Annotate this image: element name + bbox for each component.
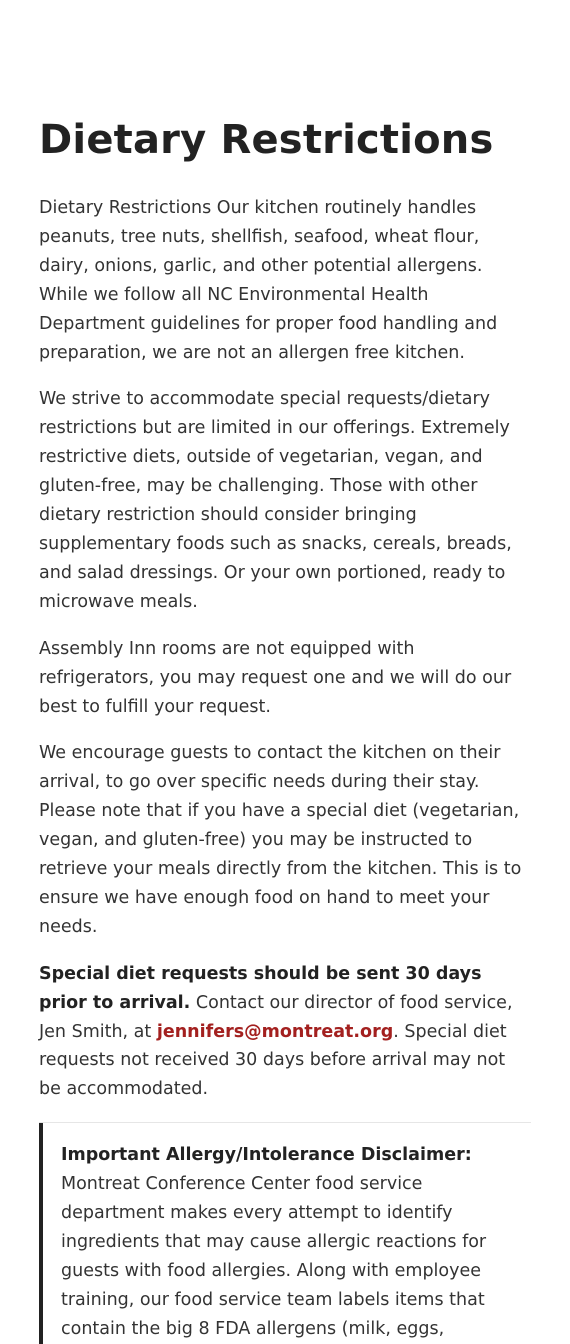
- page-title: Dietary Restrictions: [39, 117, 494, 163]
- article-content: [39, 112, 531, 1344]
- paragraph-special-requests: [39, 960, 531, 1105]
- special-requests-note: . Special diet requests not received 30 days before arrival may not be accommodated.: [39, 1021, 507, 1100]
- disclaimer-body: Montreat Conference Center food service department makes every attempt to identify ingredients that may cause allergic reactions for guests with food allergies. Along with employee training, our food service team labels items that contain the big 8 FDA allergens (milk, eggs,: [61, 1174, 487, 1339]
- paragraph-allergens: Dietary Restrictions Our kitchen routinely handles peanuts, tree nuts, shellfish, seafood, wheat flour, dairy, onions, garlic, and other potential allergens. While we follow all NC Environmental Health Department guidelines for proper food handling and preparation, we are not an allergen free kitchen.: [39, 198, 498, 363]
- special-requests-deadline: Special diet requests should be sent 30 days prior to arrival.: [39, 963, 482, 1013]
- email-link[interactable]: jennifers@montreat.org: [156, 1021, 394, 1042]
- disclaimer-heading: Important Allergy/Intolerance Disclaimer:: [61, 1145, 472, 1166]
- disclaimer-text: [61, 1141, 531, 1343]
- paragraph-refrigerators: Assembly Inn rooms are not equipped with refrigerators, you may request one and we will do our best to fulfill your request.: [39, 638, 512, 717]
- paragraph-contact-kitchen: We encourage guests to contact the kitchen on their arrival, to go over specific needs during their stay. Please note that if you have a special diet (vegetarian, vegan, and gluten-free) you may be instructed to retrieve your meals directly from the kitchen. This is to ensure we have enough food on hand to meet your needs.: [39, 743, 522, 937]
- special-requests-contact-text: Contact our director of food service, Jen Smith, at: [39, 992, 513, 1042]
- allergy-disclaimer: [39, 1123, 531, 1343]
- paragraph-accommodations: We strive to accommodate special requests/dietary restrictions but are limited in our offerings. Extremely restrictive diets, outside of vegetarian, vegan, and gluten-free, may be challenging. Those with other dietary restriction should consider bringing supplementary foods such as snacks, cereals, breads, and salad dressings. Or your own portioned, ready to microwave meals.: [39, 389, 512, 612]
